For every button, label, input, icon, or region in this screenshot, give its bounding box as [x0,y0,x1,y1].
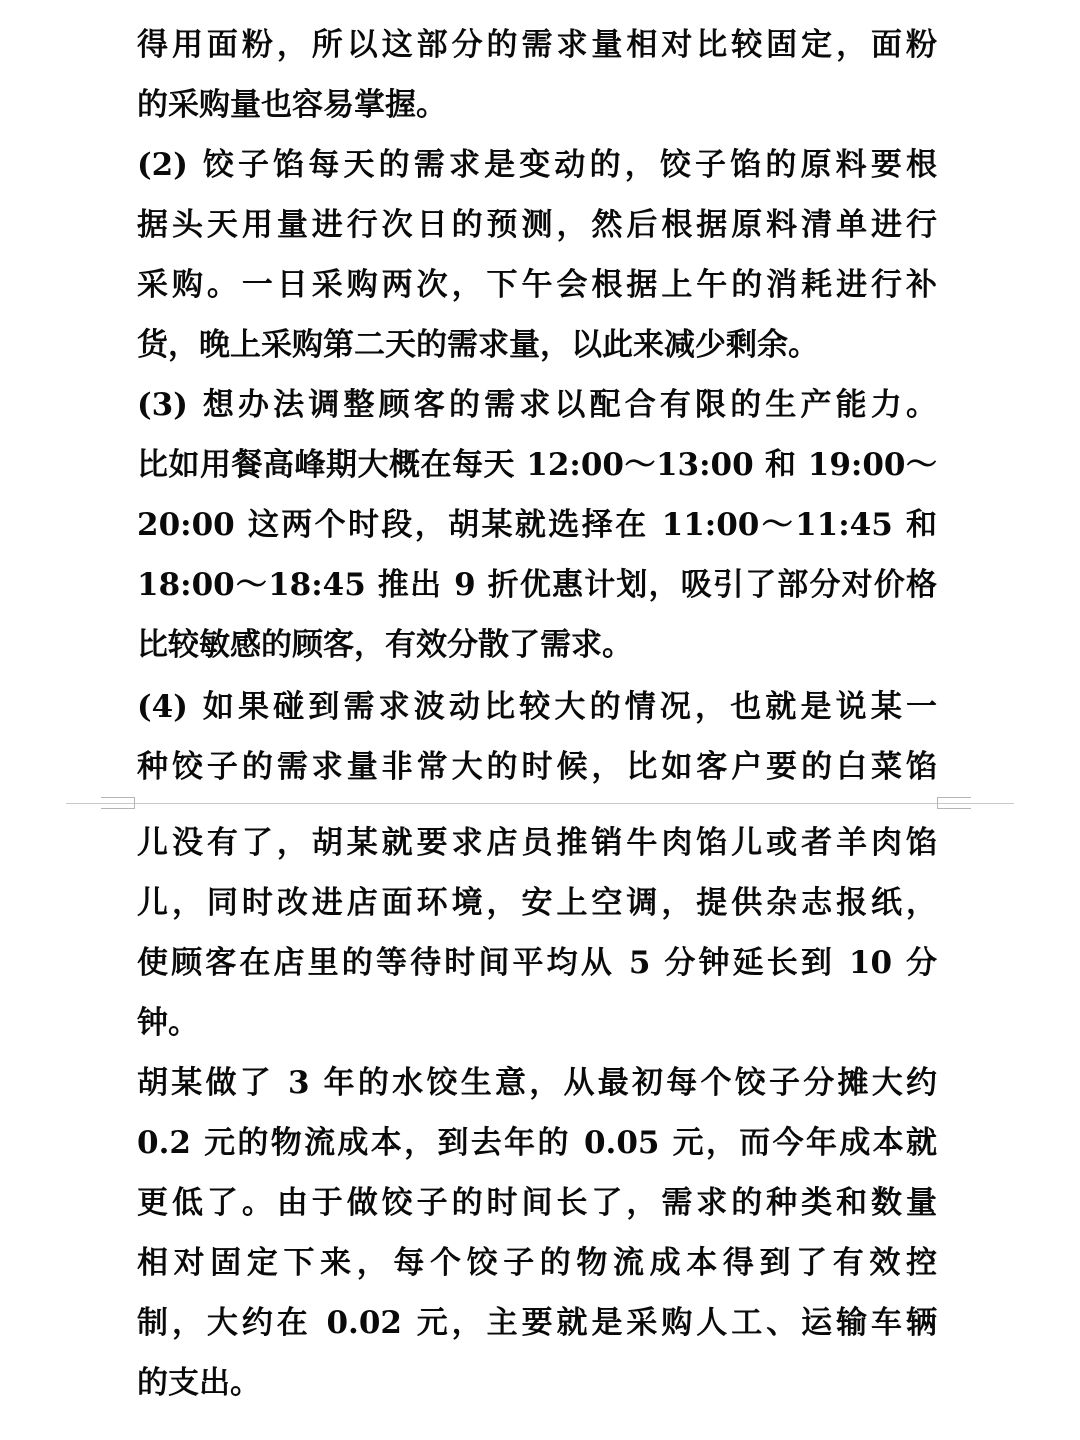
page-corner-mark-right [937,797,971,809]
page-corner-mark-left [101,797,135,809]
document-page-bottom [0,810,1080,1440]
text-line: (4) 如果碰到需求波动比较大的情况，也就是说某一 [137,689,937,725]
text-line: 使顾客在店里的等待时间平均从 5 分钟延长到 10 分 [137,945,937,981]
text-line: 20:00 这两个时段，胡某就选择在 11:00～11:45 和 [137,507,937,543]
text-line: 18:00～18:45 推出 9 折优惠计划，吸引了部分对价格 [137,567,937,603]
text-line: 0.2 元的物流成本，到去年的 0.05 元，而今年成本就 [137,1125,937,1161]
text-line: 儿没有了，胡某就要求店员推销牛肉馅儿或者羊肉馅 [137,825,937,861]
text-line: 采购。一日采购两次，下午会根据上午的消耗进行补 [137,267,937,303]
text-line: 儿，同时改进店面环境，安上空调，提供杂志报纸， [137,885,937,921]
text-line: 据头天用量进行次日的预测，然后根据原料清单进行 [137,207,937,243]
page-break-line [66,803,1014,804]
text-line: 货，晚上采购第二天的需求量，以此来减少剩余。 [137,327,819,363]
text-line: 的采购量也容易掌握。 [137,87,447,123]
text-line: 胡某做了 3 年的水饺生意，从最初每个饺子分摊大约 [137,1065,937,1101]
text-line: (2) 饺子馅每天的需求是变动的，饺子馅的原料要根 [137,147,937,183]
text-line: (3) 想办法调整顾客的需求以配合有限的生产能力。 [137,387,937,423]
text-line: 比如用餐高峰期大概在每天 12:00～13:00 和 19:00～ [137,447,937,483]
text-line: 相对固定下来，每个饺子的物流成本得到了有效控 [137,1245,937,1281]
text-line: 得用面粉，所以这部分的需求量相对比较固定，面粉 [137,27,937,63]
text-line: 的支出。 [137,1365,261,1401]
text-line: 制，大约在 0.02 元，主要就是采购人工、运输车辆 [137,1305,937,1341]
text-line: 种饺子的需求量非常大的时候，比如客户要的白菜馅 [137,749,937,785]
text-line: 钟。 [137,1005,199,1041]
text-line: 更低了。由于做饺子的时间长了，需求的种类和数量 [137,1185,937,1221]
text-line: 比较敏感的顾客，有效分散了需求。 [137,627,633,663]
